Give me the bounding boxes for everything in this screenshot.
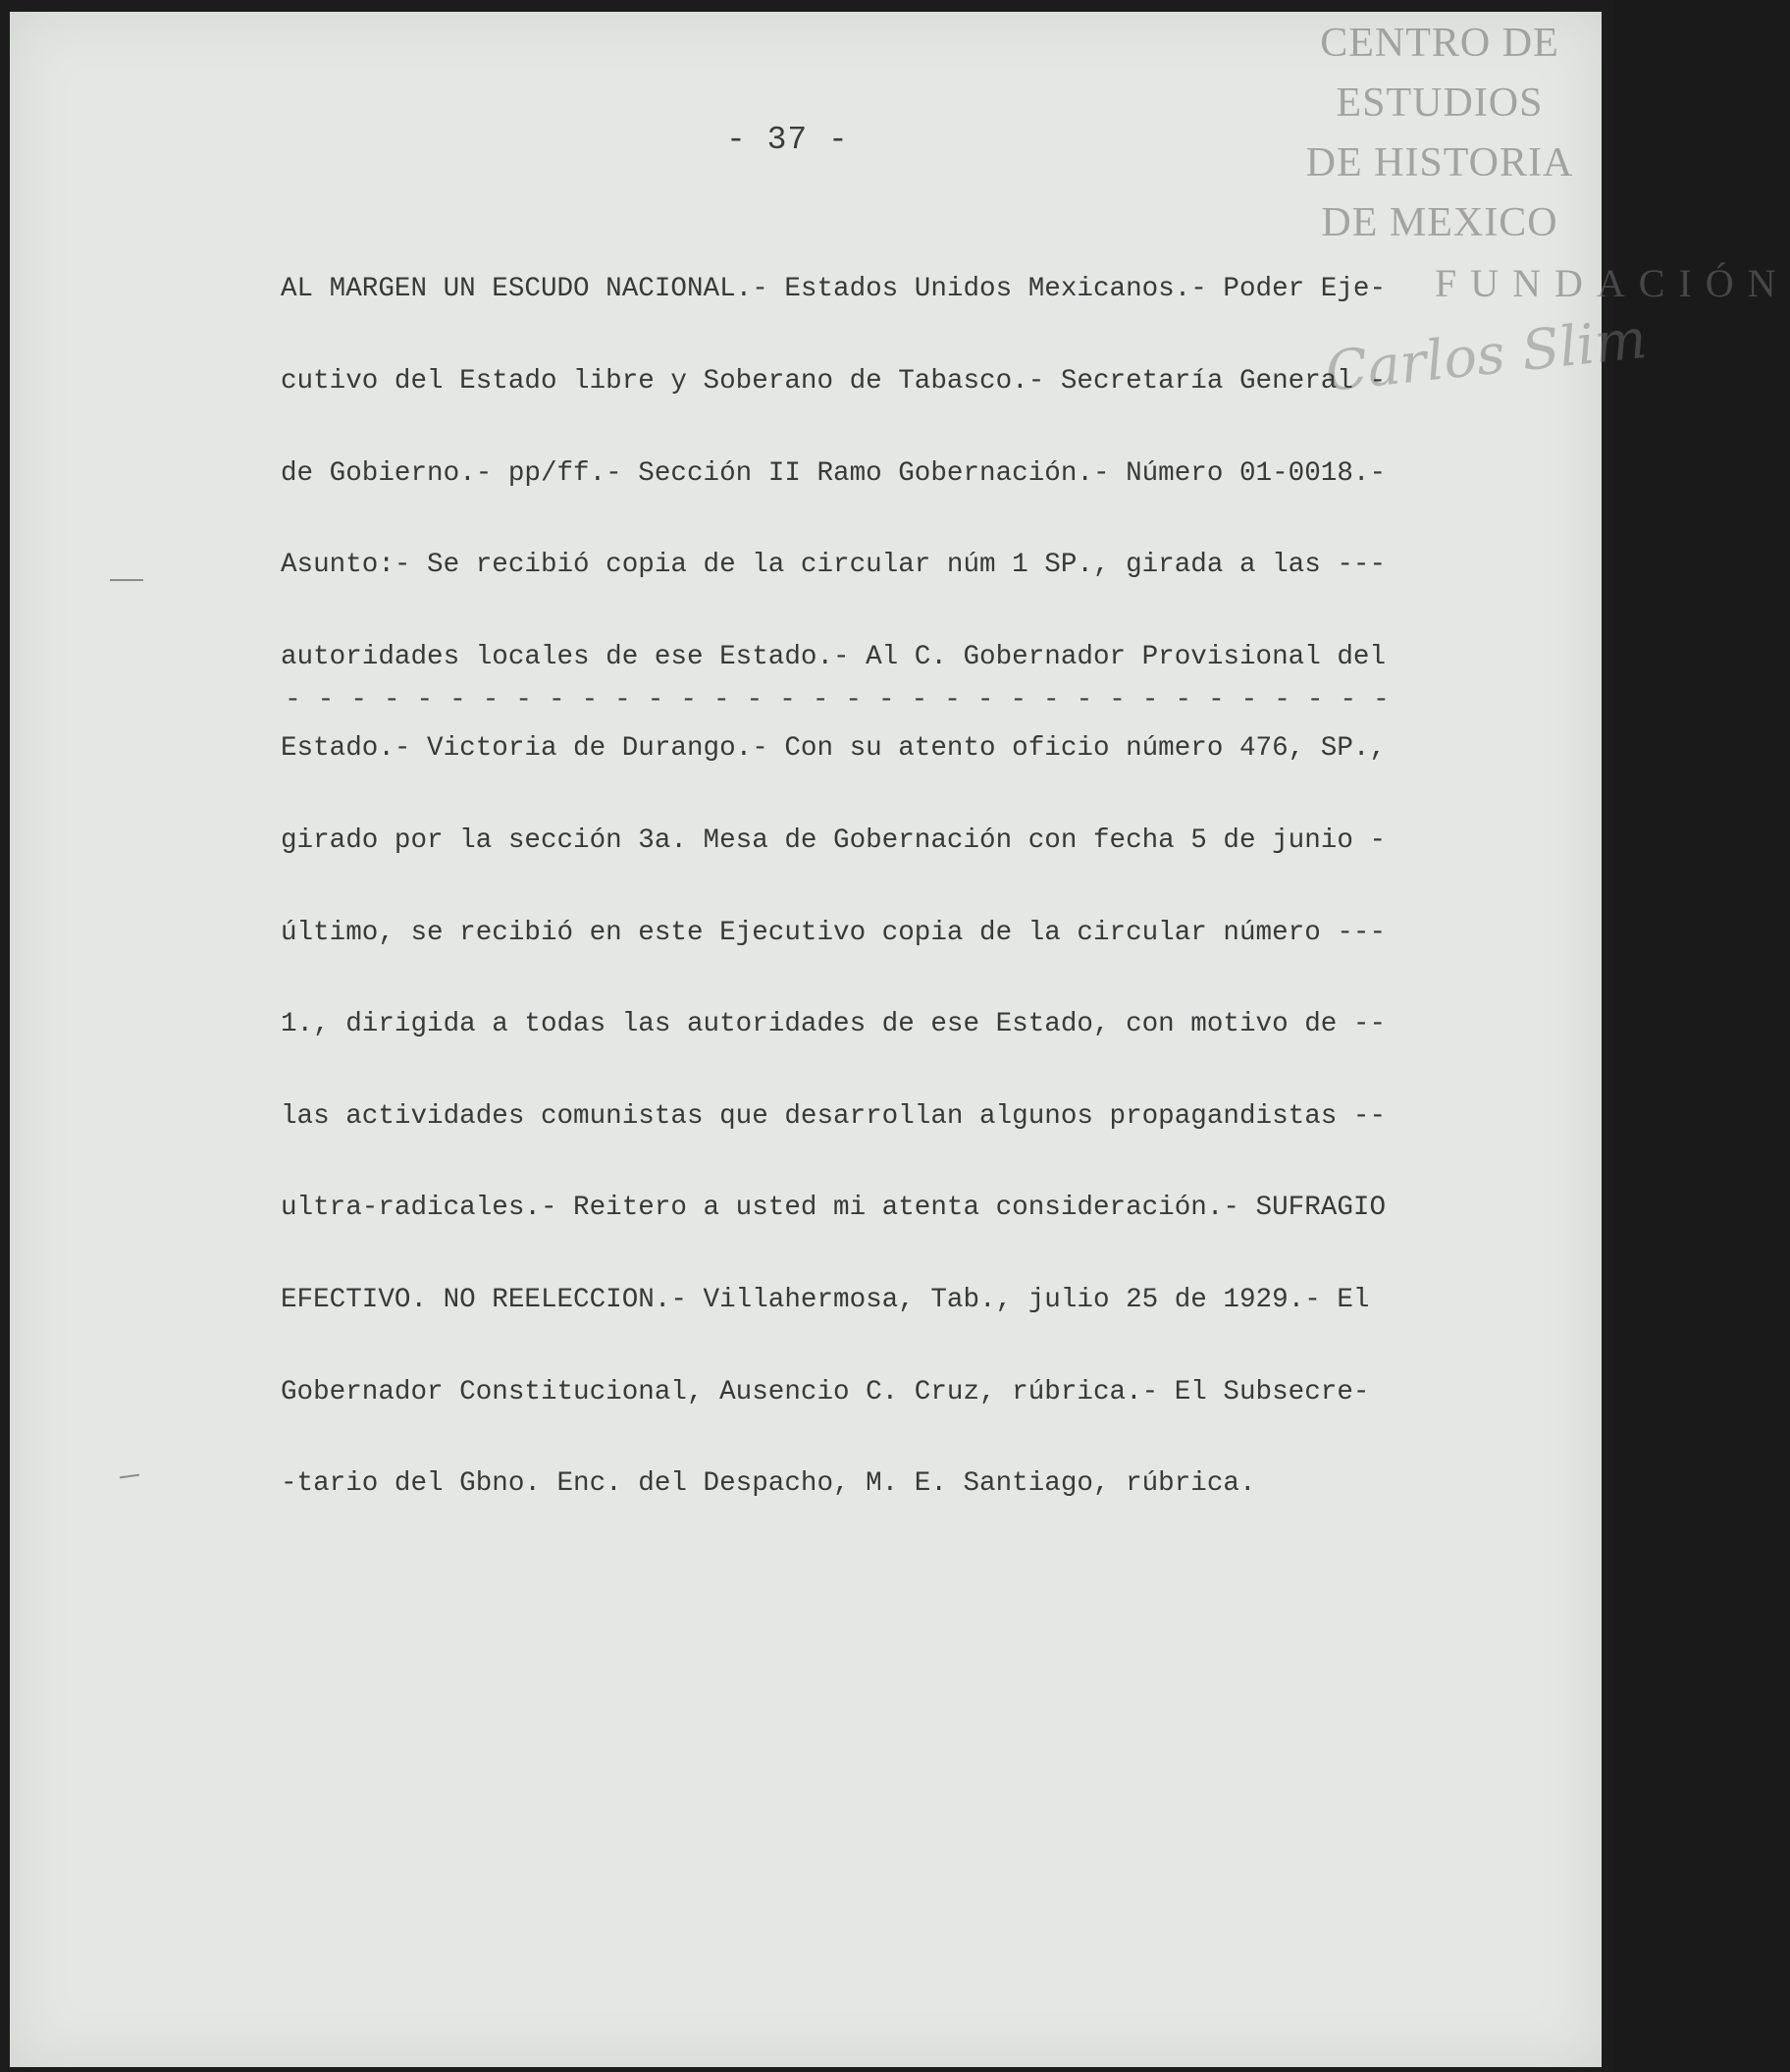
dashed-separator: - - - - - - - - - - - - - - - - - - - - - - - - - - - - - - - - - - xyxy=(285,685,1390,716)
margin-pencil-mark xyxy=(120,1474,139,1479)
text-line: -tario del Gbno. Enc. del Despacho, M. E. Santiago, rúbrica. xyxy=(281,1468,1256,1500)
text-line: EFECTIVO. NO REELECCION.- Villahermosa, Tab., julio 25 de 1929.- El xyxy=(281,1284,1370,1315)
margin-pencil-mark xyxy=(110,579,143,581)
watermark-line: DE MEXICO xyxy=(1321,200,1558,245)
document-body xyxy=(281,213,1537,1561)
text-line: girado por la sección 3a. Mesa de Gobernación con fecha 5 de junio - xyxy=(281,824,1387,856)
text-line: autoridades locales de ese Estado.- Al C. Gobernador Provisional del xyxy=(281,641,1387,672)
text-line: AL MARGEN UN ESCUDO NACIONAL.- Estados Unidos Mexicanos.- Poder Eje- xyxy=(281,274,1387,305)
text-line: 1., dirigida a todas las autoridades de ese Estado, con motivo de -- xyxy=(281,1009,1387,1040)
watermark-line: FUNDACIÓN xyxy=(1435,261,1790,305)
text-line: último, se recibió en este Ejecutivo copia de la circular número --- xyxy=(281,917,1387,948)
text-line: las actividades comunistas que desarrollan algunos propagandistas -- xyxy=(281,1100,1387,1132)
watermark-line: CENTRO DE xyxy=(1320,21,1559,66)
text-line: de Gobierno.- pp/ff.- Sección II Ramo Gobernación.- Número 01-0018.- xyxy=(281,457,1387,489)
text-line: Asunto:- Se recibió copia de la circular núm 1 SP., girada a las --- xyxy=(281,550,1387,581)
text-line: Gobernador Constitucional, Ausencio C. Cruz, rúbrica.- El Subsecre- xyxy=(281,1376,1370,1408)
document-page xyxy=(10,12,1790,2067)
text-line: Estado.- Victoria de Durango.- Con su atento oficio número 476, SP., xyxy=(281,733,1387,765)
watermark-line: ESTUDIOS xyxy=(1336,80,1544,126)
page-number: - 37 - xyxy=(726,122,849,158)
watermark-signature: Carlos Slim xyxy=(1322,307,1650,404)
text-line: cutivo del Estado libre y Soberano de Tabasco.- Secretaría General - xyxy=(281,366,1387,397)
text-line: ultra-radicales.- Reitero a usted mi atenta consideración.- SUFRAGIO xyxy=(281,1193,1387,1224)
watermark-line: DE HISTORIA xyxy=(1305,140,1574,186)
